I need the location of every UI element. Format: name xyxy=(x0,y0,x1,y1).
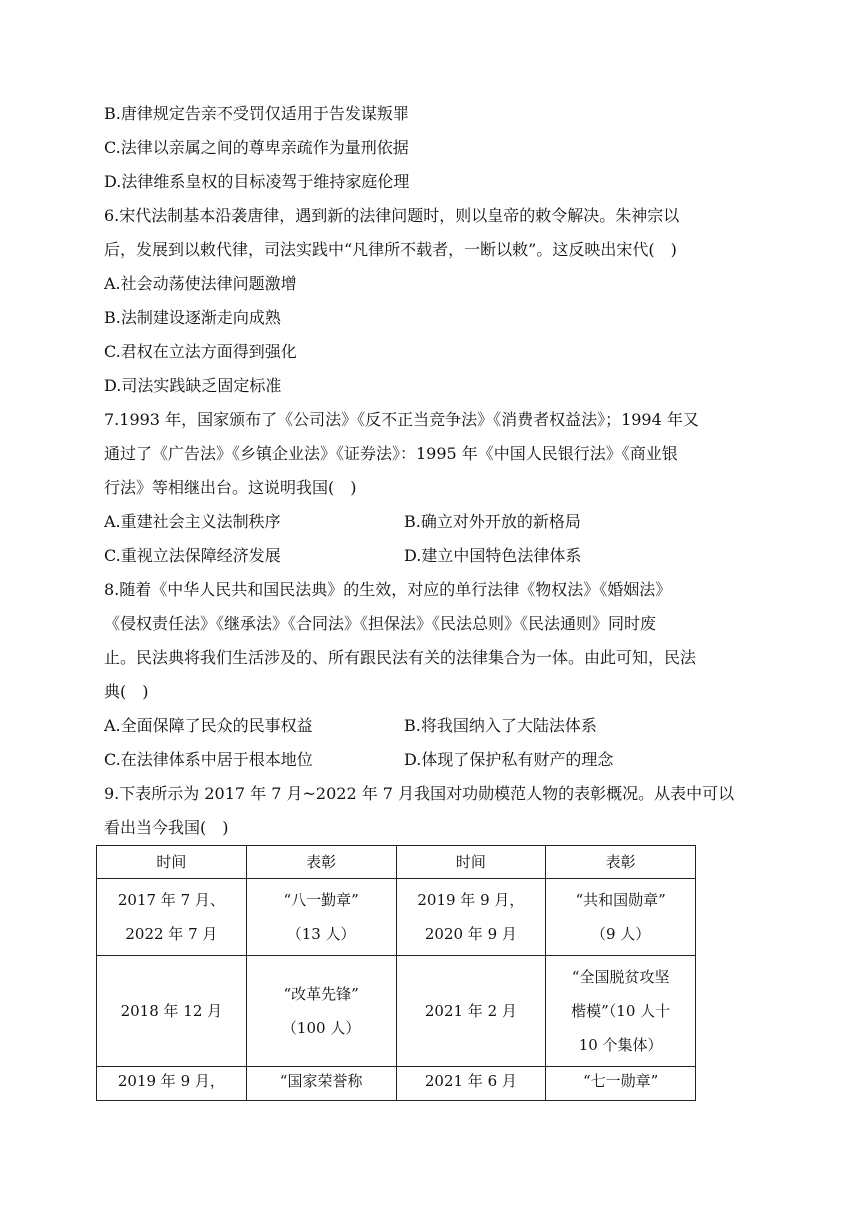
table-cell xyxy=(546,879,696,956)
table-cell xyxy=(396,879,546,956)
table-header-cell: 时间 xyxy=(396,846,546,879)
table-cell xyxy=(396,1067,546,1101)
cell-text: 2019 年 9 月， xyxy=(417,891,525,909)
cell-text: 2019 年 9 月， xyxy=(117,1072,225,1090)
q7-stem-line-2: 通过了《广告法》《乡镇企业法》《证券法》：1995 年《中国人民银行法》《商业银 xyxy=(104,444,678,463)
q7-options-row-2 xyxy=(104,546,754,566)
cell-text: 2017 年 7 月、 xyxy=(117,891,225,909)
cell-text: “全国脱贫攻坚 xyxy=(571,968,670,986)
q8-option-a: A.全面保障了民众的民事权益 xyxy=(104,716,313,735)
q9-stem-line-2: 看出当今我国( ) xyxy=(104,818,229,837)
q8-option-b: B.将我国纳入了大陆法体系 xyxy=(404,716,597,735)
table-row xyxy=(97,1067,696,1101)
table-row xyxy=(97,879,696,956)
table-cell xyxy=(97,879,247,956)
q8-option-c: C.在法律体系中居于根本地位 xyxy=(104,750,313,769)
cell-text: （13 人） xyxy=(286,925,356,943)
cell-text: 2022 年 7 月 xyxy=(125,925,218,943)
q9-stem-line-1: 9.下表所示为 2017 年 7 月~2022 年 7 月我国对功勋模范人物的表彰概况。从表中可以 xyxy=(104,784,735,803)
q6-option-a: A.社会动荡使法律问题激增 xyxy=(104,274,297,293)
q7-options-row-1 xyxy=(104,512,754,532)
table-cell xyxy=(97,956,247,1067)
q8-stem-line-2: 《侵权责任法》《继承法》《合同法》《担保法》《民法总则》《民法通则》同时废 xyxy=(104,614,657,633)
table-header-row xyxy=(97,846,696,879)
cell-text: “八一勤章” xyxy=(283,891,359,909)
table-header-cell: 时间 xyxy=(97,846,247,879)
q7-option-b: B.确立对外开放的新格局 xyxy=(404,512,581,531)
cell-text: 楷模”（10 人十 xyxy=(571,1002,671,1020)
q6-option-b: B.法制建设逐渐走向成熟 xyxy=(104,308,281,327)
table-cell xyxy=(246,956,396,1067)
q8-stem-line-3: 止。民法典将我们生活涉及的、所有跟民法有关的法律集合为一体。由此可知，民法 xyxy=(104,648,697,667)
q5-option-c: C.法律以亲属之间的尊卑亲疏作为量刑依据 xyxy=(104,138,409,157)
q8-stem-line-4: 典( ) xyxy=(104,682,149,701)
q8-stem-line-1: 8.随着《中华人民共和国民法典》的生效，对应的单行法律《物权法》《婚姻法》 xyxy=(104,580,672,599)
cell-text: “共和国勋章” xyxy=(575,891,666,909)
table-cell xyxy=(246,1067,396,1101)
table-cell xyxy=(97,1067,247,1101)
q7-option-a: A.重建社会主义法制秩序 xyxy=(104,512,281,531)
table-header-cell: 表彰 xyxy=(546,846,696,879)
q7-option-d: D.建立中国特色法律体系 xyxy=(404,546,582,565)
cell-text: “国家荣誉称 xyxy=(279,1072,363,1090)
awards-table xyxy=(96,845,696,1101)
cell-text: 2021 年 2 月 xyxy=(424,1002,517,1020)
q6-option-c: C.君权在立法方面得到强化 xyxy=(104,342,297,361)
q7-stem-line-3: 行法》等相继出台。这说明我国( ) xyxy=(104,478,357,497)
q8-option-d: D.体现了保护私有财产的理念 xyxy=(404,750,614,769)
table-header-cell: 表彰 xyxy=(246,846,396,879)
cell-text: “七一勋章” xyxy=(582,1072,659,1090)
q6-option-d: D.司法实践缺乏固定标准 xyxy=(104,376,282,395)
q5-option-d: D.法律维系皇权的目标凌驾于维持家庭伦理 xyxy=(104,172,410,191)
cell-text: 10 个集体） xyxy=(578,1036,663,1054)
table-row xyxy=(97,956,696,1067)
q5-option-b: B.唐律规定告亲不受罚仅适用于告发谋叛罪 xyxy=(104,104,409,123)
cell-text: （100 人） xyxy=(281,1019,361,1037)
q7-option-c: C.重视立法保障经济发展 xyxy=(104,546,281,565)
q8-options-row-1 xyxy=(104,716,754,736)
cell-text: 2020 年 9 月 xyxy=(424,925,517,943)
cell-text: “改革先锋” xyxy=(283,985,359,1003)
cell-text: （9 人） xyxy=(590,925,651,943)
table-cell xyxy=(546,956,696,1067)
cell-text: 2018 年 12 月 xyxy=(120,1002,223,1020)
cell-text: 2021 年 6 月 xyxy=(424,1072,517,1090)
table-cell xyxy=(396,956,546,1067)
table-cell xyxy=(546,1067,696,1101)
table-cell xyxy=(246,879,396,956)
q7-stem-line-1: 7.1993 年，国家颁布了《公司法》《反不正当竞争法》《消费者权益法》；1994 年又 xyxy=(104,410,699,429)
q6-stem-line-2: 后，发展到以敕代律，司法实践中“凡律所不载者，一断以敕”。这反映出宋代( ) xyxy=(104,240,677,259)
q6-stem-line-1: 6.宋代法制基本沿袭唐律，遇到新的法律问题时，则以皇帝的敕令解决。朱神宗以 xyxy=(104,206,680,225)
q8-options-row-2 xyxy=(104,750,754,770)
